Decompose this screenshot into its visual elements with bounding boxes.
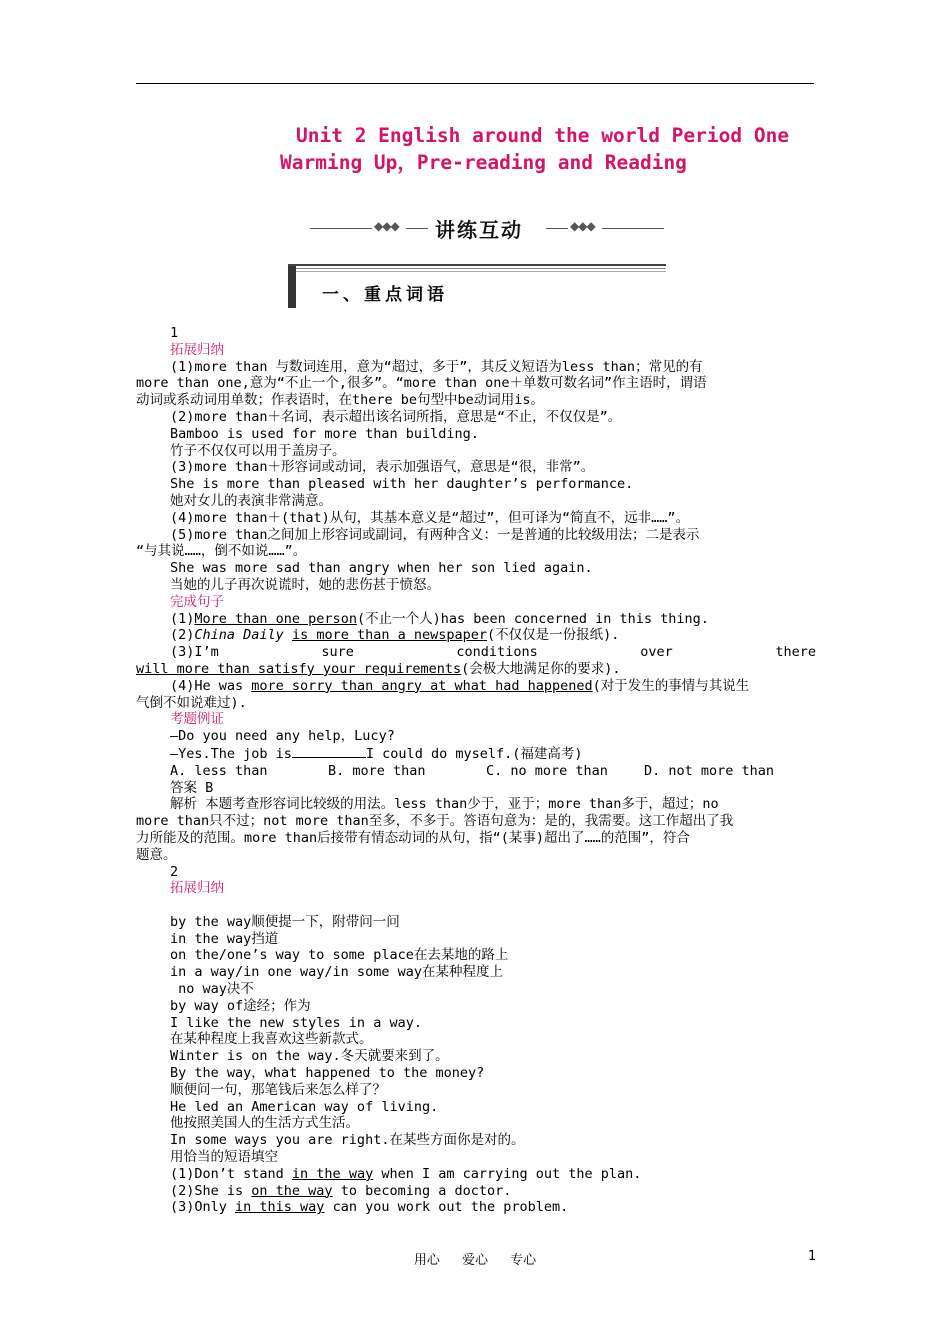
explanation: 力所能及的范围。more than后接带有情态动词的从句，指“(某事)超出了……的范围”，符合 [136,829,690,846]
question-prefix: —Yes.The job is [170,745,292,762]
banner-left-line-short [406,228,428,229]
subheading-exam: 考题例证 [170,711,224,728]
spacer [136,897,816,914]
answer-text: More than one person [194,610,357,627]
subheading-expand: 拓展归纳 [170,341,224,358]
exercise-prefix: (4)He was [170,677,252,694]
option-c: C. no more than [486,762,608,779]
exercise-prefix: (1) [170,610,195,627]
answer-text: will more than satisfy your requirements [136,660,462,677]
banner-right-line-short [546,228,568,229]
banner-left-line [310,228,372,229]
phrase-line: 用恰当的短语填空 [170,1149,278,1166]
fill-suffix: to becoming a doctor. [332,1182,512,1199]
phrase-line: no way决不 [170,981,254,998]
exercise-line [136,661,816,678]
phrase-line: I like the new styles in a way. [170,1014,422,1031]
exercise-suffix: (会极大地满足你的要求). [461,660,621,677]
example-en: She is more than pleased with her daughter’s performance. [170,476,634,493]
phrase-line: on the/one’s way to some place在去某地的路上 [170,947,509,964]
exercise-line: 气倒不如说难过). [136,694,247,711]
banner-title: 讲练互动 [435,218,523,242]
example-zh: 她对女儿的表演非常满意。 [170,492,332,509]
fill-line [136,1183,816,1200]
answer-text: in the way [291,1165,374,1182]
phrase-line: 在某种程度上我喜欢这些新款式。 [170,1031,373,1048]
paragraph: 动词或系动词用单数；作表语时，在there be句型中be动词用is。 [136,392,545,409]
exercise-line-justified [136,644,816,661]
fill-line [136,1199,816,1216]
fill-prefix: (2)She is [170,1182,252,1199]
main-content [136,325,816,1216]
exercise-line [136,627,816,644]
section-banner [310,214,664,244]
question-line [136,745,816,763]
explanation: more than只不过；not more than至多，不多于。答语句意为：是的，我需要。这工作超出了我 [136,813,734,830]
fill-line [136,1166,816,1183]
exercise-line [136,678,816,695]
answer-text: more sorry than angry at what had happened [251,677,593,694]
word: over [640,644,673,661]
word: sure [321,644,354,661]
subheading-expand: 拓展归纳 [170,880,224,897]
section-rule-2 [296,268,666,269]
page-footer: 用心 爱心 专心 [413,1253,537,1268]
fill-suffix: can you work out the problem. [324,1199,569,1216]
paragraph: “与其说……，倒不如说……”。 [136,543,307,560]
answer-options [136,763,816,780]
phrase-line: 顺便问一句，那笔钱后来怎么样了？ [170,1081,386,1098]
explanation: 题意。 [136,846,177,863]
diamond-ornament-icon: ◆◆◆ [374,219,399,233]
fill-suffix: when I am carrying out the plan. [373,1165,642,1182]
phrase-line: Winter is on the way.冬天就要来到了。 [170,1048,449,1065]
paragraph: (3)more than＋形容词或动词，表示加强语气，意思是“很，非常”。 [170,459,595,476]
phrase-line: In some ways you are right.在某些方面你是对的。 [170,1132,525,1149]
diamond-ornament-icon-right: ◆◆◆ [570,219,595,233]
blank-line [292,745,366,758]
option-b: B. more than [328,762,426,779]
option-a: A. less than [170,762,268,779]
answer-text: is more than a newspaper [291,627,488,644]
exercise-line [136,611,816,628]
example-en: She was more sad than angry when her son lied again. [170,560,593,577]
phrase-line: in the way挡道 [170,930,279,947]
example-zh: 当她的儿子再次说谎时，她的悲伤甚于愤怒。 [170,576,440,593]
exercise-suffix: (不止一个人)has been concerned in this thing. [356,610,709,627]
phrase-line: By the way，what happened to the money? [170,1065,485,1082]
paragraph: (2)more than＋名词，表示超出该名词所指，意思是“不止，不仅仅是”。 [170,408,622,425]
page-number: 1 [808,1249,817,1264]
subheading-complete: 完成句子 [170,593,224,610]
phrase-line: in a way/in one way/in some way在某种程度上 [170,964,503,981]
section-heading-box [288,264,666,308]
section-rule-1 [288,264,666,266]
example-zh: 竹子不仅仅可以用于盖房子。 [170,442,346,459]
paragraph: more than one,意为“不止一个,很多”。“more than one＋单数可数名词”作主语时，谓语 [136,375,707,392]
item-number: 1 [170,325,179,341]
phrase-line: 他按照美国人的生活方式生活。 [170,1115,359,1132]
paragraph: (4)more than＋(that)从句，其基本意义是“超过”，但可译为“简直不，远非……”。 [170,509,690,526]
fill-prefix: (1)Don’t stand [170,1165,292,1182]
word: there [775,644,816,661]
paragraph: (1)more than 与数词连用，意为“超过，多于”，其反义短语为less than；常见的有 [170,358,703,375]
exercise-suffix: (对于发生的事情与其说生 [592,677,750,694]
document-title-line2: Warming Up，Pre-reading and Reading [280,151,687,174]
option-d: D. not more than [644,762,775,779]
banner-right-line [602,228,664,229]
document-title-line1: Unit 2 English around the world Period One [296,124,790,147]
item-number: 2 [170,863,179,880]
word: conditions [456,644,538,661]
exercise-suffix: (不仅仅是一份报纸). [487,627,620,644]
explanation: 解析 本题考查形容词比较级的用法。less than少于，亚于；more than多于，超过；no [170,796,719,813]
question-suffix: I could do myself.(福建高考) [365,745,583,762]
answer-line: 答案 B [170,779,214,796]
section-rule-3 [296,271,666,272]
phrase-line: by way of途经；作为 [170,997,311,1014]
fill-prefix: (3)Only [170,1199,236,1216]
word: (3)I’m [170,644,219,661]
header-rule [136,83,814,84]
exercise-prefix: (2) [170,627,195,644]
answer-text: on the way [251,1182,333,1199]
phrase-line: by the way顺便提一下，附带问一问 [170,913,400,930]
section-bar [288,264,296,308]
example-en: Bamboo is used for more than building. [170,425,479,442]
paragraph: (5)more than之间加上形容词或副词，有两种含义：一是普通的比较级用法；二是表示 [170,526,700,543]
question-line: —Do you need any help，Lucy? [170,728,395,745]
italic-title: China Daily [194,627,284,644]
phrase-line: He led an American way of living. [170,1098,439,1115]
section-heading: 一、重点词语 [322,285,448,305]
answer-text: in this way [235,1199,325,1216]
